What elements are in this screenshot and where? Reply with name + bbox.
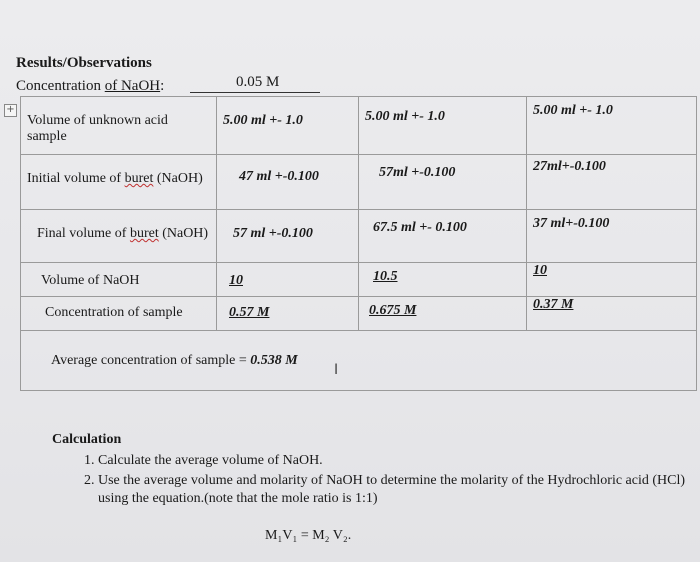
calculation-list [56,452,700,510]
section-heading: Results/Observations [16,55,152,71]
cell-trial-2: 0.675 M [369,303,417,318]
results-table [20,96,697,391]
table-row [21,97,697,155]
average-concentration-cell [21,331,697,391]
list-item: 2. Use the average volume and molarity of NaOH to determine the molarity of the Hydrochloric acid (HCl) using the equation.(note that the mole ratio is 1:1) [98,472,700,508]
row-label-acid-volume: Volume of unknown acid sample [21,97,217,155]
row-label-naoh-volume: Volume of NaOH [21,263,217,297]
table-row [21,210,697,263]
row-label-initial-volume: Initial volume of buret (NaOH) [21,155,217,210]
concentration-value: 0.05 M [236,74,280,90]
average-label: Average concentration of sample = [51,353,251,368]
table-row [21,297,697,331]
row-label-final-volume: Final volume of buret (NaOH) [21,210,217,263]
table-row [21,155,697,210]
cell-trial-2: 5.00 ml +- 1.0 [359,97,527,155]
concentration-naoh-link: of NaOH [104,78,161,94]
concentration-blank-line [190,92,320,93]
cell-trial-3: 10 [533,263,547,278]
cell-trial-2: 10.5 [373,269,398,284]
cell-trial-2: 57ml +-0.100 [359,155,527,210]
cell-trial-1: 0.57 M [229,305,270,320]
table-row [21,263,697,297]
list-item: 1. Calculate the average volume of NaOH. [98,452,700,470]
calculation-heading: Calculation [52,432,122,447]
molarity-equation: M₁V₁ = M₂ V₂. [265,528,352,543]
cell-trial-2: 67.5 ml +- 0.100 [359,210,527,263]
cell-trial-1: 5.00 ml +- 1.0 [217,97,359,155]
cell-trial-3: 5.00 ml +- 1.0 [527,97,697,155]
cell-trial-3: 37 ml+-0.100 [527,210,697,263]
table-row-average [21,331,697,391]
cell-trial-3: 0.37 M [533,297,574,312]
cell-trial-1: 47 ml +-0.100 [217,155,359,210]
cell-trial-3: 27ml+-0.100 [527,155,697,210]
cell-trial-1: 10 [229,273,243,288]
table-move-handle-icon[interactable]: + [4,104,17,117]
average-value: 0.538 M [250,353,298,368]
concentration-label: Concentration of NaOH: [16,78,165,94]
text-cursor-icon: I [334,362,339,378]
cell-trial-1: 57 ml +-0.100 [217,210,359,263]
row-label-sample-concentration: Concentration of sample [21,297,217,331]
